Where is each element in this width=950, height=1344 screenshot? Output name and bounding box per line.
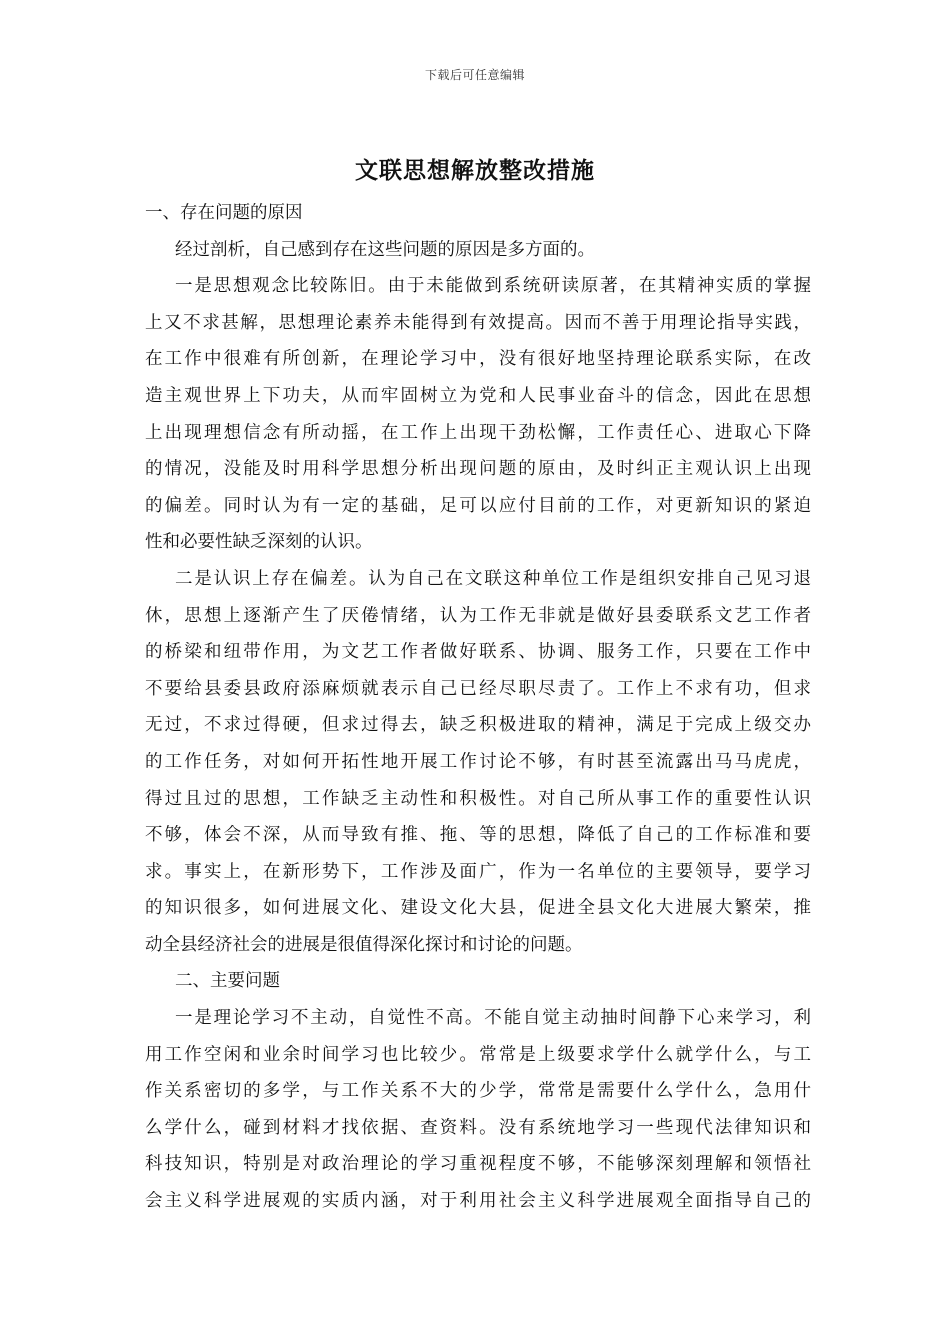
text-line: 的知识很多，如何进展文化、建设文化大县，促进全县文化大进展大繁荣，推 [145, 898, 811, 919]
text-line: 的情况，没能及时用科学思想分析出现问题的原由，及时纠正主观认识上出现 [145, 459, 811, 480]
text-line: 的偏差。同时认为有一定的基础，足可以应付目前的工作，对更新知识的紧迫 [145, 495, 811, 516]
text-line: 休，思想上逐渐产生了厌倦情绪，认为工作无非就是做好县委联系文艺工作者 [145, 605, 811, 626]
text-line: 用工作空闲和业余时间学习也比较少。常常是上级要求学什么就学什么，与工 [145, 1044, 811, 1065]
text-line: 经过剖析，自己感到存在这些问题的原因是多方面的。 [175, 239, 595, 260]
text-line: 求。事实上，在新形势下，工作涉及面广，作为一名单位的主要领导，要学习 [145, 861, 811, 882]
text-line: 上出现理想信念有所动摇，在工作上出现干劲松懈，工作责任心、进取心下降 [145, 422, 811, 443]
text-line: 么学什么，碰到材料才找依据、查资料。没有系统地学习一些现代法律知识和 [145, 1117, 811, 1138]
text-line: 的桥梁和纽带作用，为文艺工作者做好联系、协调、服务工作，只要在工作中 [145, 642, 811, 663]
text-line: 一是思想观念比较陈旧。由于未能做到系统研读原著，在其精神实质的掌握 [175, 276, 811, 297]
text-line: 在工作中很难有所创新，在理论学习中，没有很好地坚持理论联系实际，在改 [145, 349, 811, 370]
document-title: 文联思想解放整改措施 [355, 157, 595, 184]
text-line: 上又不求甚解，思想理论素养未能得到有效提高。因而不善于用理论指导实践， [145, 312, 811, 333]
text-line: 的工作任务，对如何开拓性地开展工作讨论不够，有时甚至流露出马马虎虎， [145, 751, 811, 772]
text-line: 不够，体会不深，从而导致有推、拖、等的思想，降低了自己的工作标准和要 [145, 825, 811, 846]
text-line: 作关系密切的多学，与工作关系不大的少学，常常是需要什么学什么，急用什 [145, 1081, 811, 1102]
text-line: 二、主要问题 [175, 971, 280, 992]
text-line: 二是认识上存在偏差。认为自己在文联这种单位工作是组织安排自己见习退 [175, 568, 811, 589]
text-line: 不要给县委县政府添麻烦就表示自己已经尽职尽责了。工作上不求有功，但求 [145, 678, 811, 699]
text-line: 一是理论学习不主动，自觉性不高。不能自觉主动抽时间静下心来学习，利 [175, 1008, 811, 1029]
text-line: 科技知识，特别是对政治理论的学习重视程度不够，不能够深刻理解和领悟社 [145, 1154, 811, 1175]
text-line: 性和必要性缺乏深刻的认识。 [145, 532, 373, 553]
document-body [145, 195, 811, 1220]
text-line: 会主义科学进展观的实质内涵，对于利用社会主义科学进展观全面指导自己的 [145, 1191, 811, 1212]
page-header: 下载后可任意编辑 [424, 68, 525, 82]
text-line: 一、存在问题的原因 [145, 203, 303, 223]
text-line: 造主观世界上下功夫，从而牢固树立为党和人民事业奋斗的信念，因此在思想 [145, 385, 811, 406]
text-line: 动全县经济社会的进展是很值得深化探讨和讨论的问题。 [145, 934, 583, 955]
text-line: 无过，不求过得硬，但求过得去，缺乏积极进取的精神，满足于完成上级交办 [145, 715, 811, 736]
text-line: 得过且过的思想，工作缺乏主动性和积极性。对自己所从事工作的重要性认识 [145, 788, 811, 809]
